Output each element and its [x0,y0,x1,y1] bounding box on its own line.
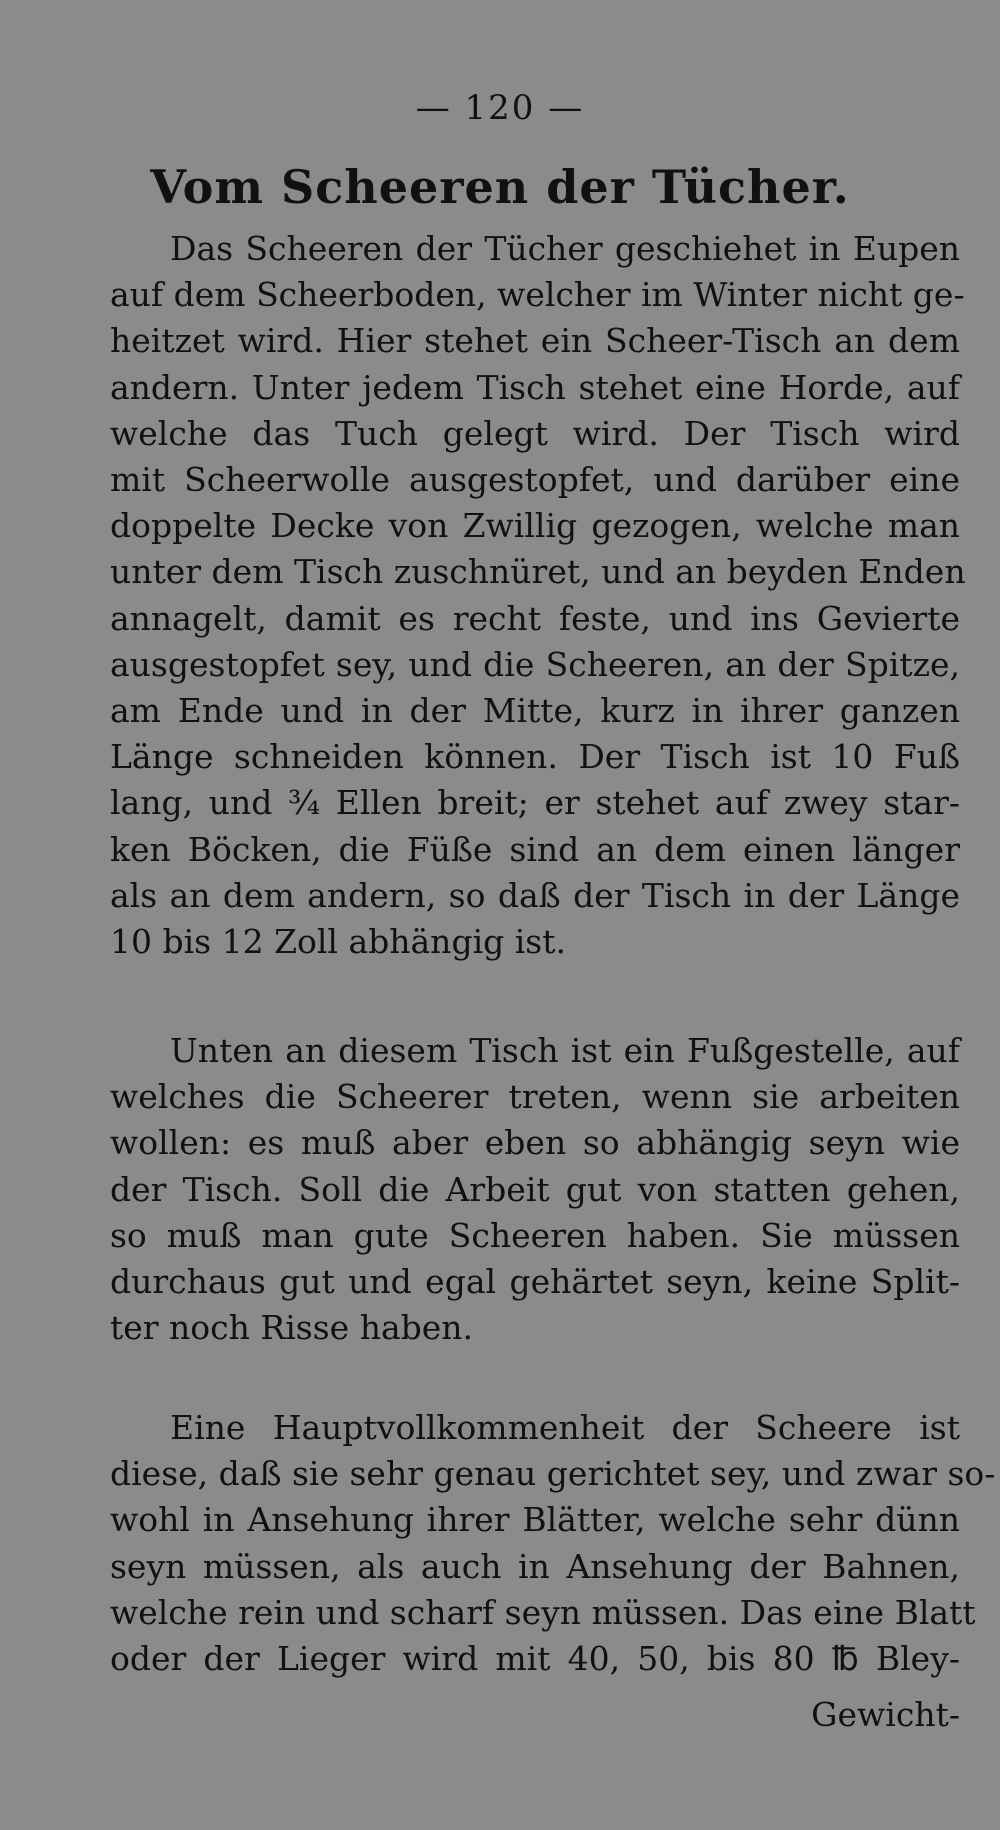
paragraph-1 [110,226,966,965]
text-line: wohl in Ansehung ihrer Blätter, welche sehr dünn [110,1500,960,1540]
text-line: Eine Hauptvollkommenheit der Scheere ist [170,1408,960,1447]
text-line: Länge schneiden können. Der Tisch ist 10 Fuß [110,737,960,777]
text-line: heitzet wird. Hier stehet ein Scheer-Tisch an dem [110,321,960,361]
text-line: welche rein und scharf seyn müssen. Das eine Blatt [110,1592,976,1632]
text-line: annagelt, damit es recht feste, und ins Gevierte [110,598,960,638]
section-title: Vom Scheeren der Tücher. [150,160,850,214]
text-line: Unten an diesem Tisch ist ein Fußgestelle, auf [170,1031,960,1070]
text-line: ken Böcken, die Füße sind an dem einen länger [110,829,960,869]
text-line: auf dem Scheerboden, welcher im Winter nicht ge- [110,275,965,315]
text-line: am Ende und in der Mitte, kurz in ihrer ganzen [110,691,960,731]
text-line: andern. Unter jedem Tisch stehet eine Horde, auf [110,367,960,407]
text-line: durchaus gut und egal gehärtet seyn, keine Split- [110,1262,960,1302]
text-line: mit Scheerwolle ausgestopfet, und darüber eine [110,460,960,500]
text-line: unter dem Tisch zuschnüret, und an beyden Enden [110,552,966,592]
text-line: diese, daß sie sehr genau gerichtet sey, und zwar so- [110,1454,996,1494]
paragraph-2 [110,1028,960,1351]
text-line: welche das Tuch gelegt wird. Der Tisch wird [110,413,960,453]
catchword: Gewicht- [811,1695,960,1734]
page-number: — 120 — [415,88,585,128]
text-line: welches die Scheerer treten, wenn sie arbeiten [110,1077,960,1117]
text-line: seyn müssen, als auch in Ansehung der Bahnen, [110,1546,960,1586]
text-line: Das Scheeren der Tücher geschiehet in Eupen [170,229,960,268]
text-line: wollen: es muß aber eben so abhängig seyn wie [110,1123,960,1163]
text-line: ausgestopfet sey, und die Scheeren, an der Spitze, [110,644,960,684]
text-line: so muß man gute Scheeren haben. Sie müssen [110,1215,960,1255]
text-line: doppelte Decke von Zwillig gezogen, welche man [110,506,960,546]
text-line: 10 bis 12 Zoll abhängig ist. [110,922,566,962]
text-line: ter noch Risse haben. [110,1308,474,1348]
text-line: als an dem andern, so daß der Tisch in der Länge [110,875,960,915]
text-line: lang, und ¾ Ellen breit; er stehet auf zwey star- [110,783,960,823]
text-line: oder der Lieger wird mit 40, 50, bis 80 ℔ Bley- [110,1639,960,1679]
paragraph-3 [110,1405,996,1682]
text-line: der Tisch. Soll die Arbeit gut von statten gehen, [110,1169,960,1209]
